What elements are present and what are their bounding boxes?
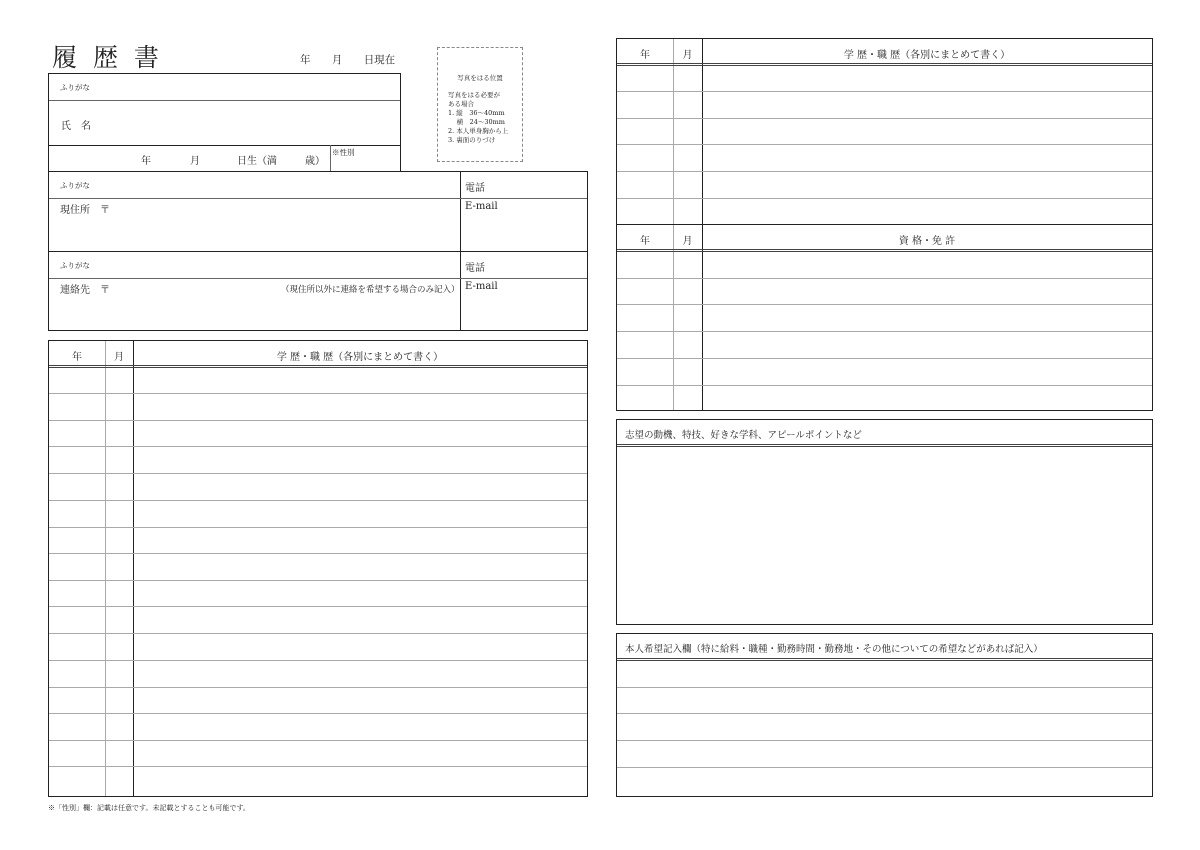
history-table-left — [48, 340, 588, 797]
name-furigana-label: ふりがな — [60, 83, 90, 92]
license-title: 資 格・免 許 — [898, 236, 956, 247]
name-block — [48, 73, 401, 172]
photo-need-2: ある場合 — [448, 100, 474, 108]
history-right-title: 学 歴・職 歴（各別にまとめて書く） — [843, 50, 1011, 61]
history-left-title: 学 歴・職 歴（各別にまとめて書く） — [276, 352, 444, 363]
date-month: 月 — [331, 54, 343, 66]
photo-title: 写真をはる位置 — [457, 74, 503, 82]
history-right-month-header: 月 — [682, 50, 693, 61]
license-year-header: 年 — [640, 236, 650, 247]
date-year: 年 — [300, 54, 311, 66]
photo-item-2: 横 24～30mm — [448, 118, 505, 126]
motivation-title: 志望の動機、特技、好きな学科、アピールポイントなど — [625, 430, 862, 441]
photo-item-3: 2. 本人単身胸から上 — [448, 127, 509, 135]
birth-month[interactable]: 月 — [190, 156, 200, 167]
history-table-right — [616, 38, 1153, 225]
photo-area[interactable] — [437, 47, 523, 162]
address-email-label[interactable]: E-mail — [465, 201, 498, 212]
birth-day[interactable]: 日生（満 — [237, 156, 277, 167]
license-month-header: 月 — [682, 236, 693, 247]
history-left-month-header: 月 — [114, 352, 124, 363]
photo-item-1: 1. 縦 36～40mm — [448, 109, 505, 117]
wish-title: 本人希望記入欄（特に給料・職種・勤務時間・勤務地・その他についての希望などがあれば記入） — [625, 644, 1043, 655]
address-block — [48, 171, 588, 331]
history-right-year-header: 年 — [640, 50, 650, 61]
footnote: ※「性別」欄：記載は任意です。未記載とすることも可能です。 — [48, 804, 250, 812]
photo-item-4: 3. 裏面のりづけ — [448, 136, 496, 144]
photo-need-1: 写真をはる必要が — [448, 91, 500, 99]
contact-furigana-label: ふりがな — [60, 261, 90, 270]
birth-year[interactable]: 年 — [141, 156, 151, 167]
license-table — [616, 224, 1153, 411]
wish-box[interactable] — [616, 633, 1153, 797]
date-day: 日現在 — [363, 54, 396, 66]
date-line — [300, 52, 413, 67]
gender-label[interactable]: ※性別 — [332, 148, 355, 157]
address-phone-label[interactable]: 電話 — [465, 183, 485, 194]
address-label[interactable]: 現住所 〒 — [60, 205, 110, 216]
contact-email-label[interactable]: E-mail — [465, 281, 498, 292]
page-title: 履 歴 書 — [52, 43, 163, 72]
address-furigana-label: ふりがな — [60, 181, 90, 190]
contact-phone-label[interactable]: 電話 — [465, 263, 485, 274]
contact-note: （現住所以外に連絡を希望する場合のみ記入） — [281, 285, 460, 295]
motivation-box[interactable] — [616, 419, 1153, 625]
birth-age[interactable]: 歳） — [305, 156, 325, 167]
contact-label[interactable]: 連絡先 〒 — [60, 285, 110, 296]
history-left-year-header: 年 — [72, 352, 82, 363]
name-label[interactable]: 氏 名 — [61, 121, 91, 132]
